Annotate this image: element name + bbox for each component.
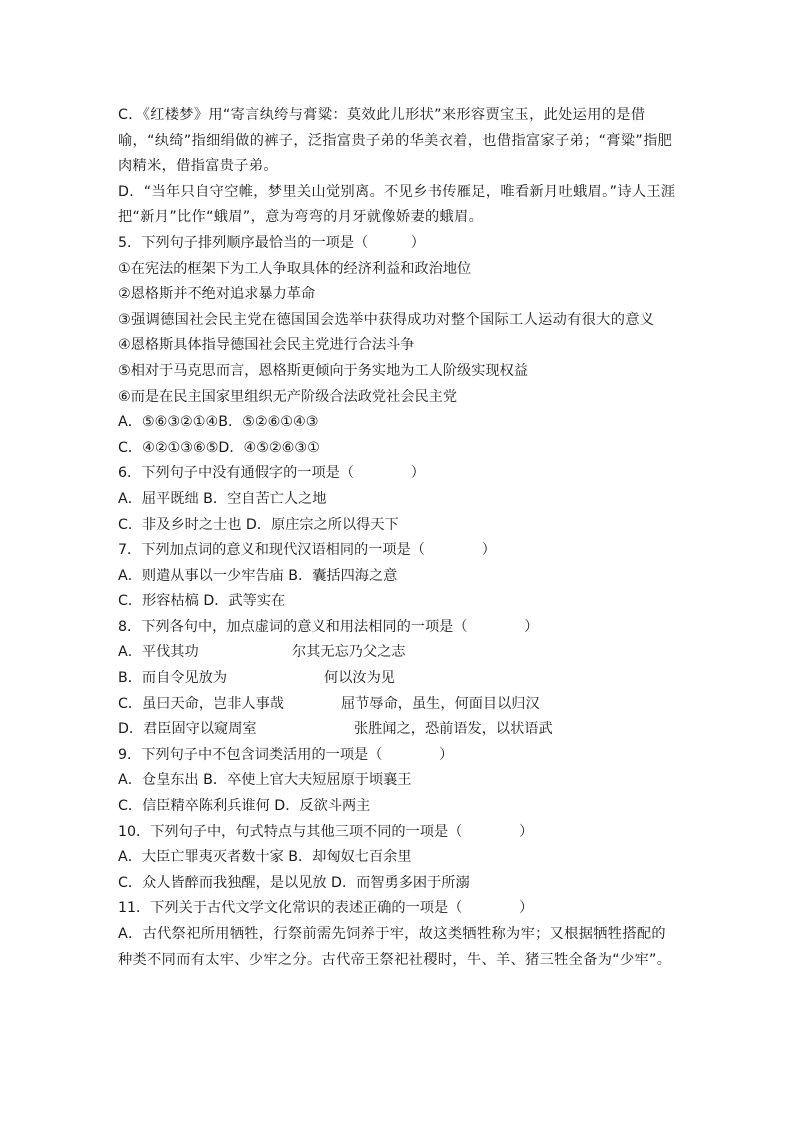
q10-options: C．众人皆醉而我独醒，是以见放 D．而智勇多困于所溺 [118, 874, 470, 891]
q7-stem: 7．下列加点词的意义和现代汉语相同的一项是（ ） [118, 542, 496, 559]
exam-page [118, 103, 678, 973]
q9-options: A．仓皇东出 B．卒使上官大夫短屈原于顷襄王 [118, 772, 412, 789]
q10-options: A．大臣亡罪夷灭者数十家 B．却匈奴七百余里 [118, 849, 412, 866]
q5-item: ①在宪法的框架下为工人争取具体的经济利益和政治地位 [118, 260, 472, 277]
q5-item: ②恩格斯并不绝对追求暴力革命 [118, 286, 316, 303]
q6-options: C．非及乡时之士也 D．原庄宗之所以得天下 [118, 516, 399, 533]
q8-option-pair [118, 640, 678, 666]
q4-option-d: D．“当年只自守空帷，梦里关山觉别离。不见乡书传雁足，唯看新月吐蛾眉。”诗人王涯把“新月”比作“蛾眉”，意为弯弯的月牙就像娇妻的蛾眉。 [118, 183, 676, 226]
q5-options: A．⑤⑥③②①④B．⑤②⑥①④③ [118, 414, 319, 431]
q8-option-right: 何以汝为见 [324, 670, 395, 687]
q5-options: C．④②①③⑥⑤D．④⑤②⑥③① [118, 439, 320, 456]
q8-option-right: 屈节辱命，虽生，何面目以归汉 [341, 695, 540, 712]
q8-option-right: 张胜闻之，恐前语发，以状语武 [354, 721, 553, 738]
q7-options: C．形容枯槁 D．武等实在 [118, 593, 286, 610]
q6-options: A．屈平既绌 B．空自苦亡人之地 [118, 490, 327, 507]
q5-stem: 5．下列句子排列顺序最恰当的一项是（ ） [118, 234, 425, 251]
q8-option-left: A．平伐其功 [118, 644, 199, 661]
q9-stem: 9．下列句子中不包含词类活用的一项是（ ） [118, 746, 454, 763]
q8-option-left: D．君臣固守以窥周室 [118, 721, 257, 738]
q11-stem: 11．下列关于古代文学文化常识的表述正确的一项是（ ） [118, 900, 534, 917]
q8-option-pair [118, 717, 678, 743]
q6-stem: 6．下列句子中没有通假字的一项是（ ） [118, 465, 425, 482]
q8-stem: 8．下列各句中，加点虚词的意义和用法相同的一项是（ ） [118, 618, 539, 635]
q5-item: ⑥而是在民主国家里组织无产阶级合法政党社会民主党 [118, 388, 458, 405]
q8-option-right: 尔其无忘乃父之志 [292, 644, 406, 661]
q5-item: ③强调德国社会民主党在德国国会选举中获得成功对整个国际工人运动有很大的意义 [118, 311, 655, 328]
q8-option-left: C．虽曰天命，岂非人事哉 [118, 695, 284, 712]
q8-option-pair [118, 666, 678, 692]
q5-item: ⑤相对于马克思而言，恩格斯更倾向于务实地为工人阶级实现权益 [118, 362, 528, 379]
q8-option-pair [118, 692, 678, 718]
q4-option-c: C．《红楼梦》用“寄言纨绔与膏粱：莫效此儿形状”来形容贾宝玉，此处运用的是借喻，“纨绮”指细绢做的裤子，泛指富贵子弟的华美衣着，也借指富家子弟；“膏粱”指肥肉精米，借指富贵子弟。 [118, 107, 673, 175]
q11-option-a: A．古代祭祀所用牺牲，行祭前需先饲养于牢，故这类牺牲称为牢；又根据牺牲搭配的种类不同而有太牢、少牢之分。古代帝王祭祀社稷时，牛、羊、猪三牲全备为“少牢”。 [118, 926, 672, 968]
q5-item: ④恩格斯具体指导德国社会民主党进行合法斗争 [118, 337, 415, 354]
q9-options: C．信臣精卒陈利兵谁何 D．反欲斗两主 [118, 798, 371, 815]
q10-stem: 10．下列句子中，句式特点与其他三项不同的一项是（ ） [118, 823, 534, 840]
q8-option-left: B．而自令见放为 [118, 670, 228, 687]
q7-options: A．则遣从事以一少牢告庙 B．囊括四海之意 [118, 567, 398, 584]
